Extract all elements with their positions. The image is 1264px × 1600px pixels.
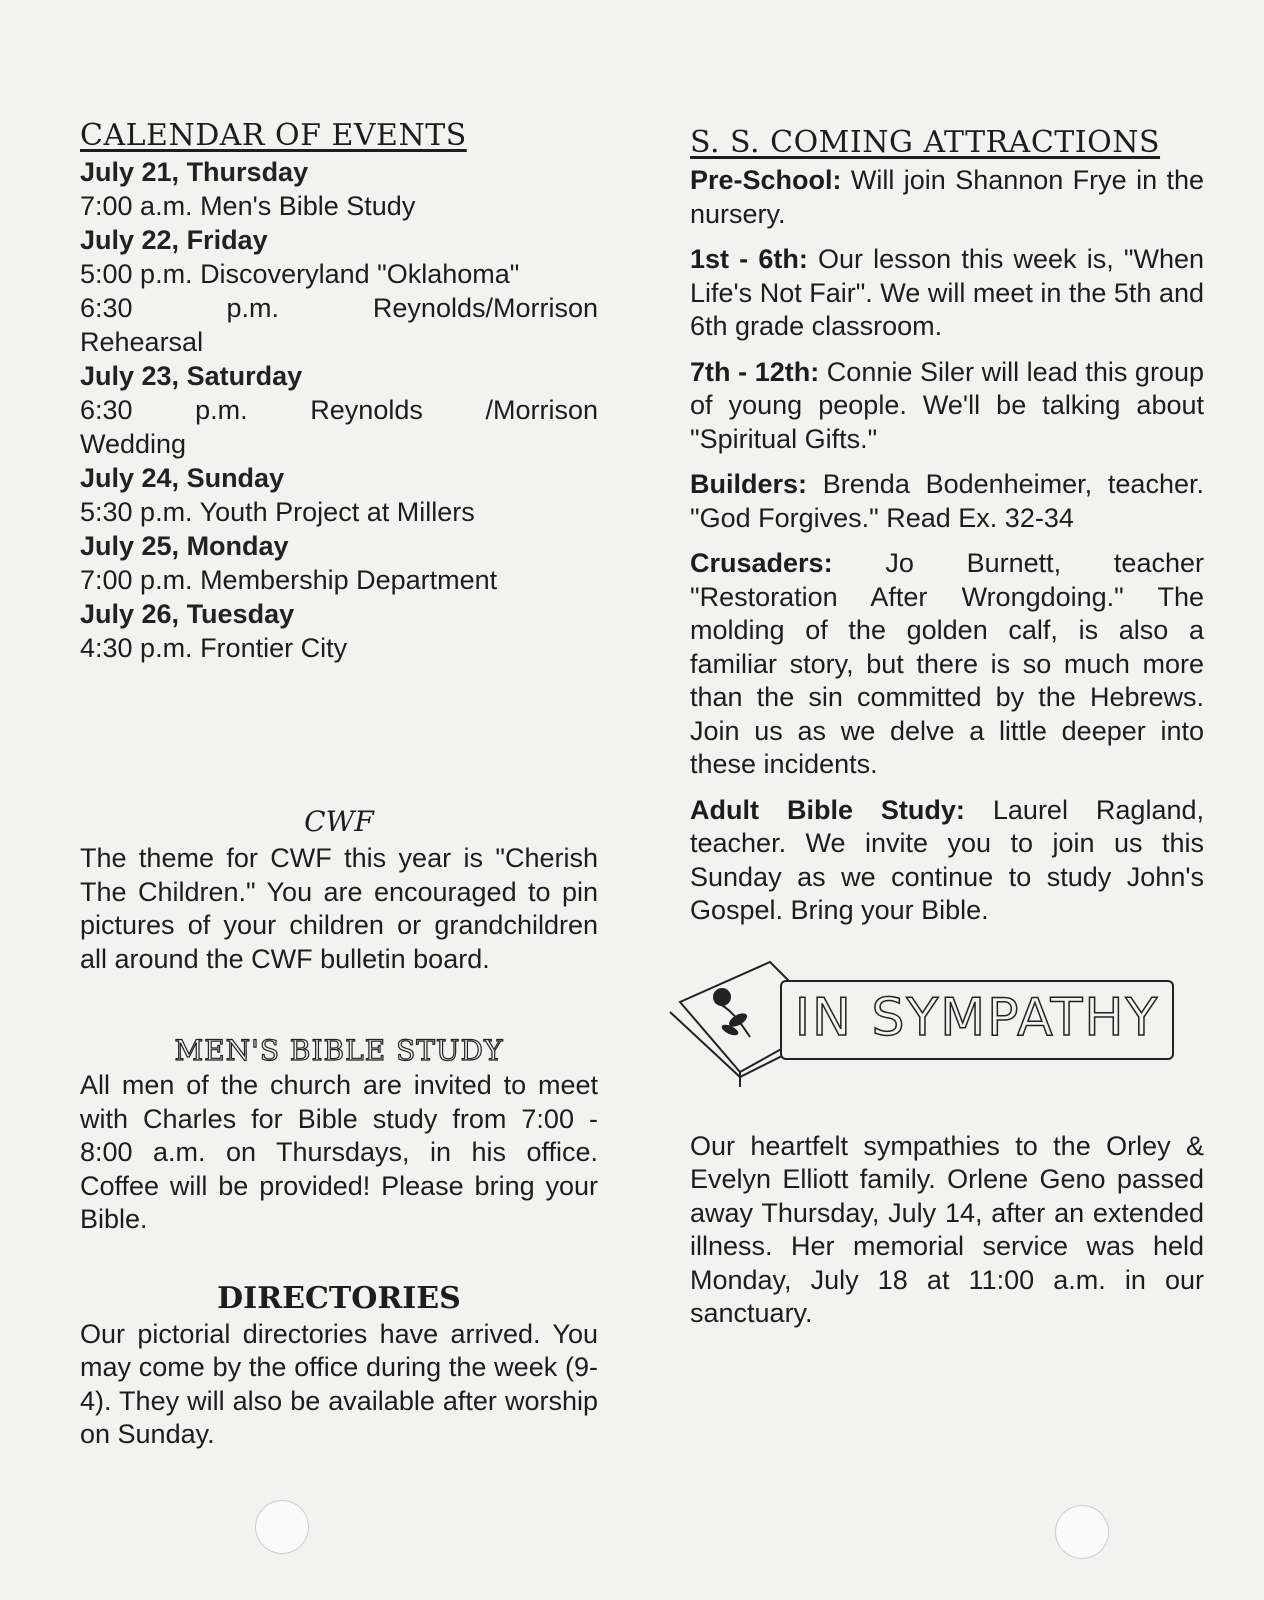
punch-hole (255, 1500, 309, 1554)
event-date: July 22, Friday (80, 225, 268, 255)
ss-entry-text: Laurel Ragland, teacher. We invite you to join us this Sunday as we continue to study John's Gospel. Bring your Bible. (690, 794, 1204, 925)
sympathy-banner (660, 942, 1180, 1102)
directories-section (80, 1281, 598, 1452)
ss-entry-label: Crusaders: (690, 548, 833, 578)
left-column (80, 118, 598, 1452)
mens-bible-study-title: MEN'S BIBLE STUDY (174, 1034, 504, 1067)
ss-entry (690, 164, 1204, 231)
ss-heading: S. S. COMING ATTRACTIONS (690, 125, 1161, 160)
ss-entry (690, 794, 1204, 928)
calendar-heading: CALENDAR OF EVENTS (80, 118, 467, 153)
event-date: July 21, Thursday (80, 157, 309, 187)
punch-hole (1055, 1505, 1109, 1559)
ss-entry (690, 547, 1204, 782)
ss-entry (690, 356, 1204, 457)
calendar-day (80, 155, 598, 223)
calendar-day (80, 597, 598, 665)
event-date: July 24, Sunday (80, 463, 285, 493)
ss-entry-label: Pre-School: (690, 165, 842, 195)
cwf-section (80, 805, 598, 976)
right-column (690, 125, 1204, 1331)
calendar-day (80, 529, 598, 597)
ss-entry-label: 1st - 6th: (690, 244, 808, 274)
event-item: 5:00 p.m. Discoveryland "Oklahoma" (80, 259, 520, 289)
mens-bible-study-section (80, 1034, 598, 1237)
event-date: July 25, Monday (80, 531, 289, 561)
calendar-list (80, 155, 598, 665)
ss-entry-text: Our lesson this week is, "When Life's Not Fair". We will meet in the 5th and 6th grade classroom. (690, 244, 1204, 341)
ss-entry-text: Jo Burnett, teacher "Restoration After Wrongdoing." The molding of the golden calf, is also a familiar story, but there is so much more than the sin committed by the Hebrews. Join us as we delve a little deeper into these incidents. (690, 548, 1204, 779)
flower-icon (713, 988, 750, 1037)
sympathy-title: IN SYMPATHY (780, 980, 1174, 1060)
ss-entry (690, 243, 1204, 344)
event-item: 7:00 p.m. Membership Department (80, 565, 498, 595)
sympathy-text: Our heartfelt sympathies to the Orley & Evelyn Elliott family. Orlene Geno passed away Thursday, July 14, after an extended illness. Her memorial service was held Monday, July 18 at 11:00 a.m. in our sanctuary. (690, 1130, 1204, 1328)
cwf-title: CWF (304, 805, 374, 838)
event-item: 5:30 p.m. Youth Project at Millers (80, 497, 475, 527)
ss-entry-text: Will join Shannon Frye in the nursery. (690, 165, 1204, 229)
mens-bible-study-text: All men of the church are invited to meet with Charles for Bible study from 7:00 - 8:00 a.m. on Thursdays, in his office. Coffee will be provided! Please bring your Bible. (80, 1070, 598, 1234)
event-item: 6:30 p.m. Reynolds /Morrison Wedding (80, 395, 598, 459)
ss-entry-label: Adult Bible Study: (690, 794, 965, 825)
event-date: July 23, Saturday (80, 361, 303, 391)
ss-entry-text: Brenda Bodenheimer, teacher. "God Forgives." Read Ex. 32-34 (690, 469, 1204, 533)
ss-entry-label: 7th - 12th: (690, 356, 820, 387)
event-item: 4:30 p.m. Frontier City (80, 633, 348, 663)
event-item: 7:00 a.m. Men's Bible Study (80, 191, 416, 221)
ss-entries (690, 164, 1204, 928)
calendar-day (80, 359, 598, 461)
ss-entry-label: Builders: (690, 469, 808, 499)
directories-text: Our pictorial directories have arrived. You may come by the office during the week (9-4). They will also be available after worship on Sunday. (80, 1318, 598, 1449)
ss-entry-text: Connie Siler will lead this group of young people. We'll be talking about "Spiritual Gifts." (690, 356, 1204, 454)
directories-title: DIRECTORIES (217, 1280, 461, 1316)
ss-entry (690, 468, 1204, 535)
event-date: July 26, Tuesday (80, 599, 295, 629)
cwf-text: The theme for CWF this year is "Cherish The Children." You are encouraged to pin pictures of your children or grandchildren all around the CWF bulletin board. (80, 843, 598, 974)
calendar-day (80, 461, 598, 529)
event-item: 6:30 p.m. Reynolds/Morrison Rehearsal (80, 293, 598, 357)
calendar-day (80, 223, 598, 359)
